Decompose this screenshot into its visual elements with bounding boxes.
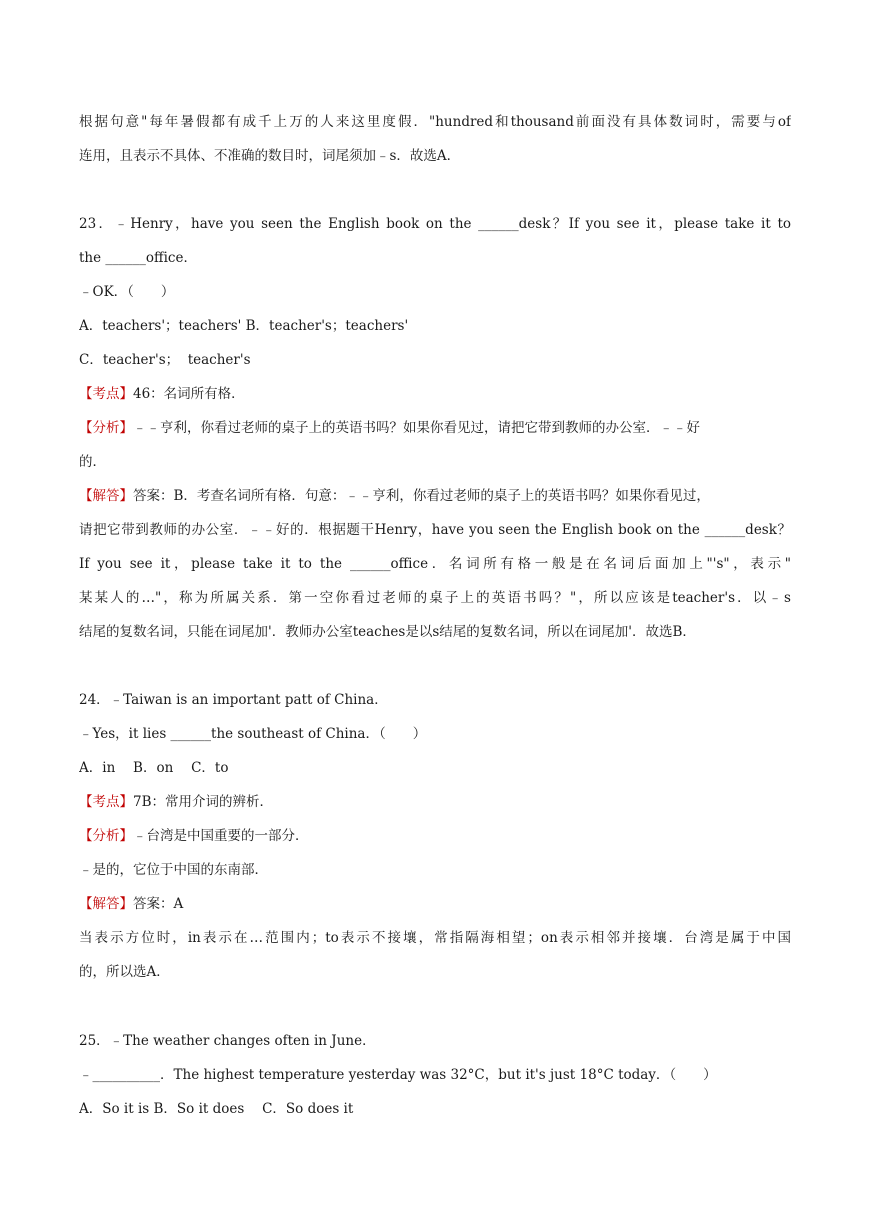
kaodian-tag: 【考点】 bbox=[79, 386, 133, 402]
kaodian-tag: 【考点】 bbox=[79, 794, 133, 810]
text: 答案：B．考查名词所有格．句意：﹣﹣亨利，你看过老师的桌子上的英语书吗？如果你看见过， bbox=[133, 488, 710, 504]
kaodian-line bbox=[79, 792, 791, 812]
text-line: ﹣是的，它位于中国的东南部． bbox=[79, 862, 268, 878]
jieda-line bbox=[79, 894, 791, 914]
question-23-stem: 23．﹣Henry，have you seen the English book on the ______desk？If you see it，please take it to bbox=[79, 216, 791, 232]
text-line: 根据句意"每年暑假都有成千上万的人来这里度假．"hundred和thousand前面没有具体数词时，需要与of bbox=[79, 114, 791, 130]
text: ﹣台湾是中国重要的一部分． bbox=[133, 828, 309, 844]
text: 46：名词所有格． bbox=[133, 386, 245, 402]
text-line: 结尾的复数名词，只能在词尾加'．教师办公室teaches是以s结尾的复数名词，所以在词尾加'．故选B． bbox=[79, 624, 696, 640]
text-line: 的． bbox=[79, 454, 106, 470]
text-line: 当表示方位时，in表示在…范围内；to表示不接壤，常指隔海相望；on表示相邻并接壤．台湾是属于中国 bbox=[79, 930, 791, 946]
text: ﹣﹣亨利，你看过老师的桌子上的英语书吗？如果你看见过，请把它带到教师的办公室．﹣﹣好 bbox=[133, 420, 700, 436]
fenxi-tag: 【分析】 bbox=[79, 420, 133, 436]
question-24-stem: 24．﹣Taiwan is an important patt of China． bbox=[79, 692, 388, 708]
fenxi-line bbox=[79, 418, 791, 438]
question-25-options: A．So it is B．So it does C．So does it bbox=[79, 1101, 354, 1117]
fenxi-tag: 【分析】 bbox=[79, 828, 133, 844]
question-24-options: A．in B．on C．to bbox=[79, 760, 229, 776]
question-23-reply: ﹣OK．（ ） bbox=[79, 284, 175, 300]
text-line: 某某人的…"，称为所属关系．第一空你看过老师的桌子上的英语书吗？"，所以应该是teacher's．以﹣s bbox=[79, 590, 791, 606]
jieda-tag: 【解答】 bbox=[79, 896, 133, 912]
text-line: If you see it，please take it to the ______office．名词所有格一般是在名词后面加上"'s"，表示" bbox=[79, 556, 791, 572]
question-25-stem: 25．﹣The weather changes often in June． bbox=[79, 1033, 376, 1049]
question-23-options: C．teacher's； teacher's bbox=[79, 352, 251, 368]
text: 答案：A bbox=[133, 896, 184, 912]
text-line: 连用，且表示不具体、不准确的数目时，词尾须加﹣s．故选A． bbox=[79, 148, 461, 164]
kaodian-line bbox=[79, 384, 791, 404]
question-24-reply: ﹣Yes，it lies ______the southeast of China．（ ） bbox=[79, 726, 427, 742]
jieda-tag: 【解答】 bbox=[79, 488, 133, 504]
text-line: 请把它带到教师的办公室．﹣﹣好的．根据题干Henry，have you seen the English book on the ______desk？ bbox=[79, 522, 791, 538]
text-line: 的，所以选A． bbox=[79, 964, 170, 980]
question-23-stem-cont: the ______office． bbox=[79, 250, 197, 266]
text: 7B：常用介词的辨析． bbox=[133, 794, 274, 810]
fenxi-line bbox=[79, 826, 791, 846]
jieda-line bbox=[79, 486, 791, 506]
question-23-options: A．teachers'；teachers' B．teacher's；teachers' bbox=[79, 318, 409, 334]
question-25-reply: ﹣__________．The highest temperature yesterday was 32°C，but it's just 18°C today．（ ） bbox=[79, 1067, 717, 1083]
